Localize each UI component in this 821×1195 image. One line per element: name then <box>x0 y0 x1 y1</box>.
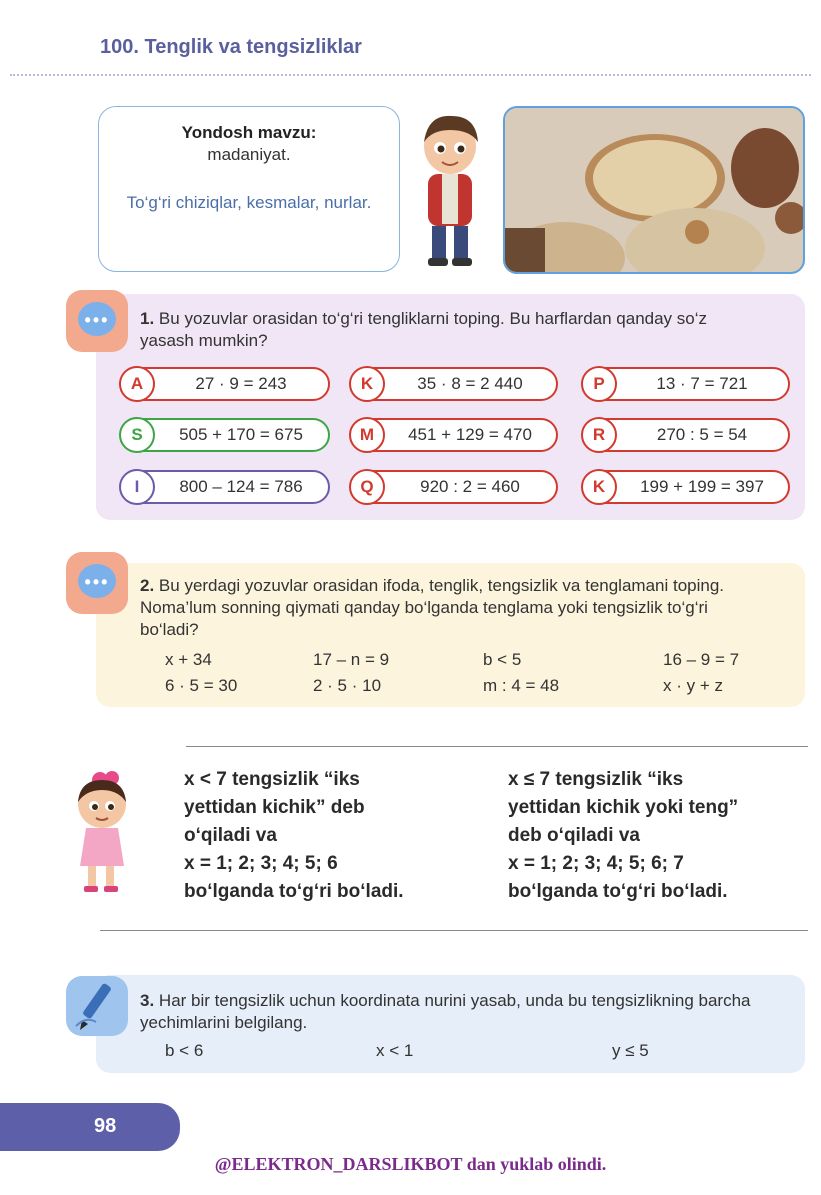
equation-pill <box>120 367 330 401</box>
expression: 17 – n = 9 <box>313 650 390 669</box>
related-topic-title: Yondosh mavzu: <box>181 123 317 142</box>
equation-pill <box>350 470 558 504</box>
section-divider <box>100 930 808 931</box>
inequality-line: x < 7 tengsizlik “iks <box>184 769 360 790</box>
page-number: 98 <box>94 1115 117 1137</box>
task2-number: 2. <box>140 576 155 595</box>
pen-icon-glyph <box>66 976 128 1036</box>
equation-expression: 505 + 170 = 675 <box>179 425 303 444</box>
inequality-line: x = 1; 2; 3; 4; 5; 6; 7 <box>508 853 684 874</box>
equation-expression: 199 + 199 = 397 <box>640 477 764 496</box>
expression: b < 6 <box>165 1041 204 1060</box>
task1-prompt: Bu yozuvlar orasidan to‘g‘ri tengliklarni toping. Bu harflardan qanday so‘z yasash mumkin? <box>140 309 708 350</box>
equation-letter: K <box>581 469 617 505</box>
related-topic-subject: madaniyat. <box>207 145 291 164</box>
equation-pill <box>582 367 790 401</box>
task3-number: 3. <box>140 991 155 1010</box>
expression: 6 · 5 = 30 <box>165 676 238 695</box>
boy-illustration <box>410 108 490 268</box>
section-divider <box>186 746 808 747</box>
inequality-line: deb o‘qiladi va <box>508 825 640 846</box>
drums-photo-art <box>505 108 805 274</box>
inequality-line: x ≤ 7 tengsizlik “iks <box>508 769 684 790</box>
chat-bubble-icon <box>66 552 128 614</box>
pen-icon <box>66 976 128 1036</box>
equation-letter: R <box>581 417 617 453</box>
equation-letter: M <box>349 417 385 453</box>
task1-text <box>140 308 760 352</box>
expression: x · y + z <box>663 676 723 695</box>
expression: 16 – 9 = 7 <box>663 650 740 669</box>
expression: 2 · 5 · 10 <box>313 676 382 695</box>
equation-letter: A <box>119 366 155 402</box>
task1-number: 1. <box>140 309 155 328</box>
page-title: 100. Tenglik va tengsizliklar <box>100 36 362 58</box>
inequality-line: bo‘lganda to‘g‘ri bo‘ladi. <box>184 881 404 902</box>
equation-pill <box>350 367 558 401</box>
task2-prompt: Bu yerdagi yozuvlar orasidan ifoda, tenglik, tengsizlik va tenglamani toping. Noma’lum sonning qiymati qanday bo‘lganda tenglama yoki tengsizlik to‘g‘ri bo‘ladi? <box>140 576 725 639</box>
equation-expression: 27 · 9 = 243 <box>195 374 287 393</box>
equation-pill <box>120 418 330 452</box>
girl-illustration <box>56 766 146 896</box>
drums-photo <box>503 106 805 274</box>
inequality-line: o‘qiladi va <box>184 825 277 846</box>
equation-pill <box>582 418 790 452</box>
related-topic-links: To‘g‘ri chiziqlar, kesmalar, nurlar. <box>126 193 372 212</box>
equation-expression: 270 : 5 = 54 <box>656 425 748 444</box>
expression: b < 5 <box>483 650 522 669</box>
chat-bubble-icon <box>66 290 128 352</box>
equation-expression: 13 · 7 = 721 <box>656 374 748 393</box>
inequality-strict-text <box>184 766 484 906</box>
equation-pill <box>350 418 558 452</box>
inequality-line: yettidan kichik” deb <box>184 797 365 818</box>
inequality-nonstrict-text <box>508 766 808 906</box>
chat-dots: ••• <box>84 572 110 592</box>
expression: x < 1 <box>376 1041 414 1060</box>
header-divider <box>10 74 811 76</box>
chat-dots: ••• <box>84 310 110 330</box>
page-number-tab <box>0 1103 180 1151</box>
footer-credit: @ELEKTRON_DARSLIKBOT dan yuklab olindi. <box>214 1154 607 1174</box>
equation-pill <box>120 470 330 504</box>
equation-expression: 451 + 129 = 470 <box>408 425 532 444</box>
related-topic-box <box>98 106 400 272</box>
inequality-line: bo‘lganda to‘g‘ri bo‘ladi. <box>508 881 728 902</box>
equation-expression: 800 – 124 = 786 <box>179 477 303 496</box>
expression: x + 34 <box>165 650 212 669</box>
expression: m : 4 = 48 <box>483 676 560 695</box>
equation-letter: K <box>349 366 385 402</box>
equation-expression: 35 · 8 = 2 440 <box>417 374 523 393</box>
inequality-line: x = 1; 2; 3; 4; 5; 6 <box>184 853 338 874</box>
equation-letter: Q <box>349 469 385 505</box>
equation-letter: I <box>119 469 155 505</box>
equation-expression: 920 : 2 = 460 <box>420 477 520 496</box>
task2-text <box>140 575 750 641</box>
equation-letter: P <box>581 366 617 402</box>
equation-letter: S <box>119 417 155 453</box>
task3-prompt: Har bir tengsizlik uchun koordinata nurini yasab, unda bu tengsizlikning barcha yechimlarini belgilang. <box>140 991 751 1032</box>
task3-text <box>140 990 760 1034</box>
expression: y ≤ 5 <box>612 1041 649 1060</box>
inequality-line: yettidan kichik yoki teng” <box>508 797 739 818</box>
equation-pill <box>582 470 790 504</box>
